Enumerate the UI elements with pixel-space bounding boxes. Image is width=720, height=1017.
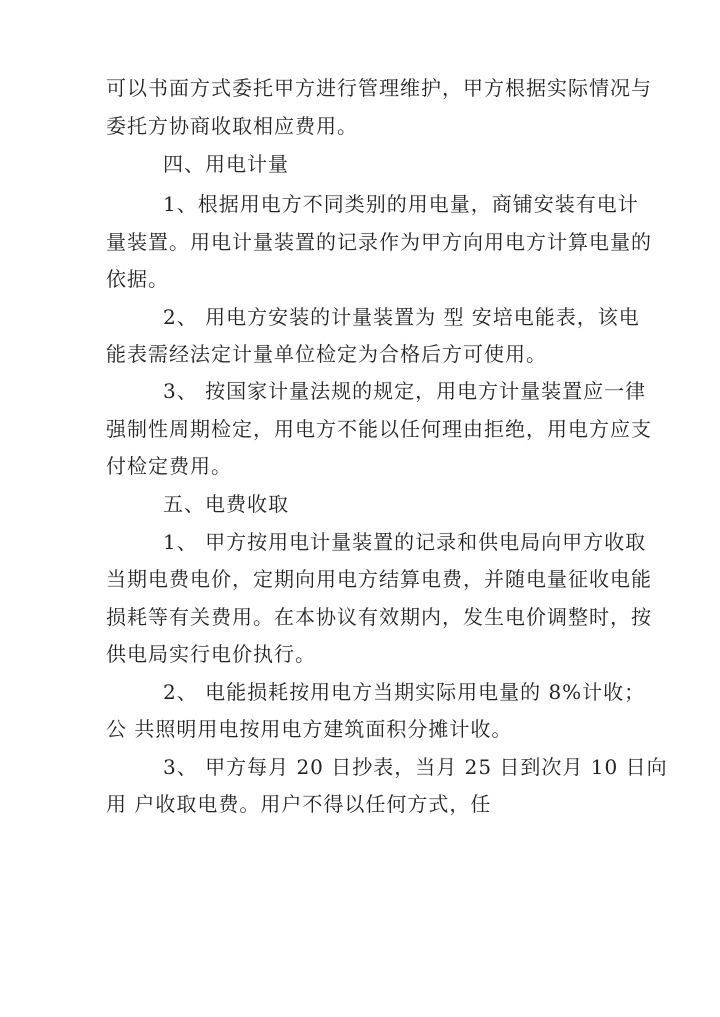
- text-line: 供电局实行电价执行。: [106, 642, 316, 666]
- text-line: 可以书面方式委托甲方进行管理维护，甲方根据实际情况与: [106, 76, 652, 100]
- text-line: 2、 电能损耗按用电方当期实际用电量的 8%计收；: [163, 680, 646, 704]
- text-line: 3、 按国家计量法规的规定，用电方计量装置应一律: [163, 379, 647, 403]
- text-line: 委托方协商收取相应费用。: [106, 114, 358, 138]
- section-heading: 五、电费收取: [163, 492, 289, 516]
- text-line: 1、根据用电方不同类别的用电量，商铺安装有电计: [163, 192, 639, 216]
- text-line: 1、 甲方按用电计量装置的记录和供电局向甲方收取: [163, 530, 647, 554]
- text-line: 损耗等有关费用。在本协议有效期内，发生电价调整时，按: [106, 605, 652, 629]
- text-line: 公 共照明用电按用电方建筑面积分摊计收。: [106, 717, 513, 741]
- text-line: 用 户收取电费。用户不得以任何方式，任: [106, 792, 492, 816]
- text-line: 量装置。用电计量装置的记录作为甲方向用电方计算电量的: [106, 230, 652, 254]
- text-line: 3、 甲方每月 20 日抄表，当月 25 日到次月 10 日向: [163, 755, 668, 779]
- text-line: 2、 用电方安装的计量装置为 型 安培电能表，该电: [163, 305, 640, 329]
- text-line: 能表需经法定计量单位检定为合格后方可使用。: [106, 342, 547, 366]
- text-line: 依据。: [106, 267, 169, 291]
- text-line: 强制性周期检定，用电方不能以任何理由拒绝，用电方应支: [106, 417, 652, 441]
- text-line: 当期电费电价，定期向用电方结算电费，并随电量征收电能: [106, 567, 652, 591]
- section-heading: 四、用电计量: [163, 152, 289, 176]
- text-line: 付检定费用。: [106, 454, 232, 478]
